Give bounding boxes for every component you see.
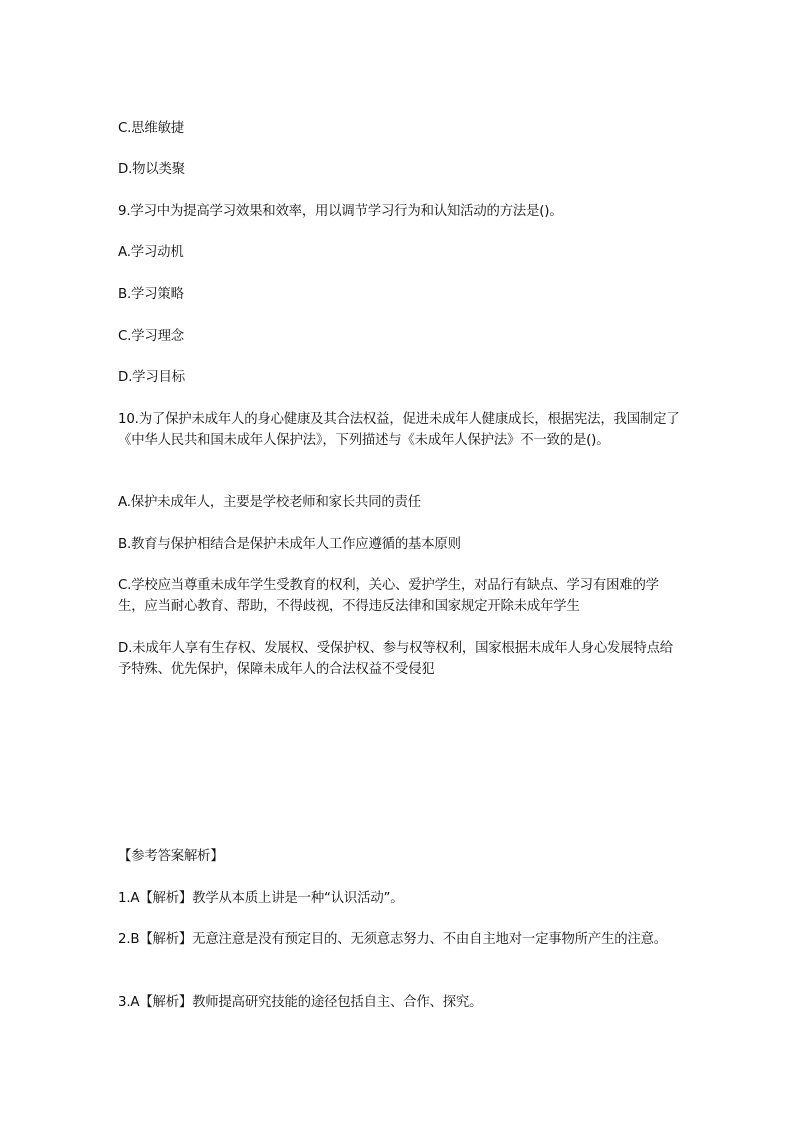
answer-item: 3.A【解析】教师提高研究技能的途径包括自主、合作、探究。 — [118, 995, 483, 1010]
answers-heading: 【参考答案解析】 — [118, 849, 224, 864]
q9-stem: 9.学习中为提高学习效果和效率，用以调节学习行为和认知活动的方法是()。 — [118, 204, 563, 219]
q8-option-c: C.思维敏捷 — [118, 121, 184, 136]
q10-option-c: C.学校应当尊重未成年学生受教育的权利，关心、爱护学生，对品行有缺点、学习有困难的学生，应当耐心教育、帮助，不得歧视，不得违反法律和国家规定开除未成年学生 — [118, 578, 659, 614]
q9-option-d: D.学习目标 — [118, 370, 185, 385]
q10-option-d: D.未成年人享有生存权、发展权、受保护权、参与权等权利，国家根据未成年人身心发展特点给予特殊、优先保护，保障未成年人的合法权益不受侵犯 — [118, 641, 673, 677]
q9-option-b: B.学习策略 — [118, 287, 184, 302]
q10-option-b: B.教育与保护相结合是保护未成年人工作应遵循的基本原则 — [118, 537, 461, 552]
q9-option-c: C.学习理念 — [118, 329, 184, 344]
q10-option-a: A.保护未成年人，主要是学校老师和家长共同的责任 — [118, 495, 421, 510]
q10-stem: 10.为了保护未成年人的身心健康及其合法权益，促进未成年人健康成长，根据宪法，我国制定了《中华人民共和国未成年人保护法》，下列描述与《未成年人保护法》不一致的是()。 — [118, 412, 680, 448]
answer-item: 1.A【解析】教学从本质上讲是一种“认识活动”。 — [118, 891, 404, 906]
q8-option-d: D.物以类聚 — [118, 162, 185, 177]
q9-option-a: A.学习动机 — [118, 245, 184, 260]
answer-item: 2.B【解析】无意注意是没有预定目的、无须意志努力、不由自主地对一定事物所产生的注意。 — [118, 932, 667, 947]
